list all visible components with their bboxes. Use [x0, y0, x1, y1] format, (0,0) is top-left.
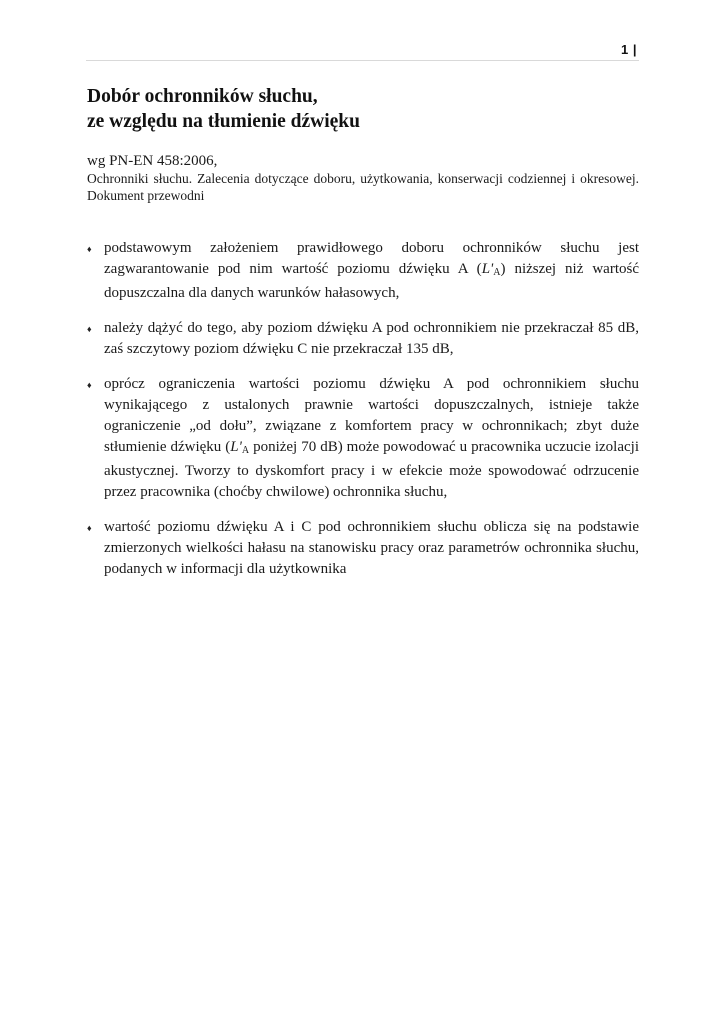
- diamond-bullet-icon: ♦: [87, 244, 92, 254]
- level-symbol-subscript: A: [241, 445, 250, 456]
- bullet-2-text: należy dążyć do tego, aby poziom dźwięku A pod ochronnikiem nie przekraczał 85 dB, zaś szczytowy poziom dźwięku C nie przekraczał 135 dB,: [104, 320, 639, 357]
- document-body: [87, 84, 639, 594]
- standard-name: Ochronniki słuchu. Zalecenia dotyczące doboru, użytkowania, konserwacji codziennej i okresowej. Dokument przewodni: [87, 171, 639, 203]
- diamond-bullet-icon: ♦: [87, 380, 92, 390]
- bullet-list: [87, 238, 639, 580]
- level-symbol: L': [481, 261, 494, 277]
- diamond-bullet-icon: ♦: [87, 324, 92, 334]
- page-number: 1 |: [621, 42, 637, 57]
- list-item: [87, 238, 639, 304]
- title-line-2: ze względu na tłumienie dźwięku: [87, 111, 360, 132]
- list-item: [87, 318, 639, 360]
- standard-reference: wg PN-EN 458:2006,: [87, 153, 218, 169]
- bullet-1-text-before: podstawowym założeniem prawidłowego doboru ochronników słuchu jest zagwarantowanie pod nim wartość poziomu dźwięku A (: [104, 240, 639, 277]
- level-symbol: L': [230, 439, 242, 455]
- title-line-1: Dobór ochronników słuchu,: [87, 86, 318, 107]
- bullet-3-text-after: poniżej 70 dB) może powodować u pracownika uczucie izolacji akustycznej. Tworzy to dyskomfort pracy i w efekcie może spowodować odrzucenie przez pracownika (choćby chwilowe) ochronnika słuchu,: [104, 439, 639, 500]
- level-symbol-subscript: A: [493, 267, 501, 278]
- list-item: [87, 374, 639, 503]
- bullet-1-text-after: ) niższej niż wartość dopuszczalna dla danych warunków hałasowych,: [104, 261, 639, 301]
- document-title: [87, 84, 639, 134]
- page-header: [86, 40, 639, 61]
- diamond-bullet-icon: ♦: [87, 523, 92, 533]
- bullet-4-text: wartość poziomu dźwięku A i C pod ochronnikiem słuchu oblicza się na podstawie zmierzonych wielkości hałasu na stanowisku pracy oraz parametrów ochronnika słuchu, podanych w informacji dla użytkownika: [104, 519, 639, 577]
- bullet-3-text-before: oprócz ograniczenia wartości poziomu dźwięku A pod ochronnikiem słuchu wynikającego z ustalonych prawnie wartości dopuszczalnych, istnieje także ograniczenie „od dołu”, związane z komfortem pracy w ochronnikach; zbyt duże stłumienie dźwięku (: [104, 376, 639, 455]
- list-item: [87, 517, 639, 580]
